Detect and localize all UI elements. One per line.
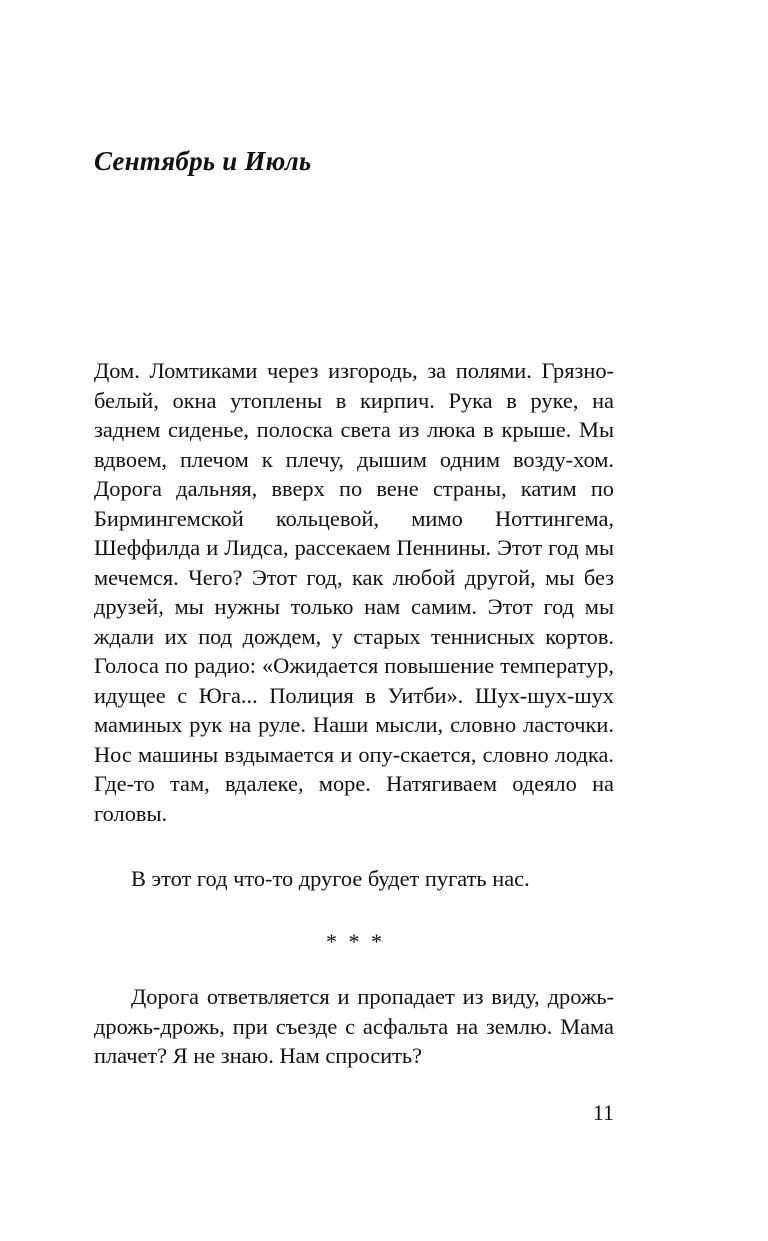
paragraph-1: Дом. Ломтиками через изгородь, за полями. Грязно-белый, окна утоплены в кирпич. Рука в руке, на заднем сиденье, полоска света из люка в крыше. Мы вдвоем, плечом к плечу, дышим одним возду-хом. Дорога дальняя, вверх по вене страны, катим по Бирмингемской кольцевой, мимо Ноттингема, Шеффилда и Лидса, рассекаем Пеннины. Этот год мы мечемся. Чего? Этот год, как любой другой, мы без друзей, мы нужны только нам самим. Этот год мы ждали их под дождем, у старых теннисных кортов. Голоса по радио: «Ожидается повышение температур, идущее с Юга... Полиция в Уитби». Шух-шух-шух маминых рук на руле. Наши мысли, словно ласточки. Нос машины вздымается и опу-скается, словно лодка. Где-то там, вдалеке, море. Натягиваем одеяло на головы. (94, 358, 614, 826)
section-separator: * * * (326, 929, 382, 954)
paragraph-2: В этот год что-то другое будет пугать нас. (131, 866, 530, 891)
paragraph-3: Дорога ответвляется и пропадает из виду, дрожь-дрожь-дрожь, при съезде с асфальта на землю. Мама плачет? Я не знаю. Нам спросить? (94, 984, 614, 1068)
page-number: 11 (592, 1100, 614, 1125)
chapter-title: Сентябрь и Июль (94, 146, 312, 176)
